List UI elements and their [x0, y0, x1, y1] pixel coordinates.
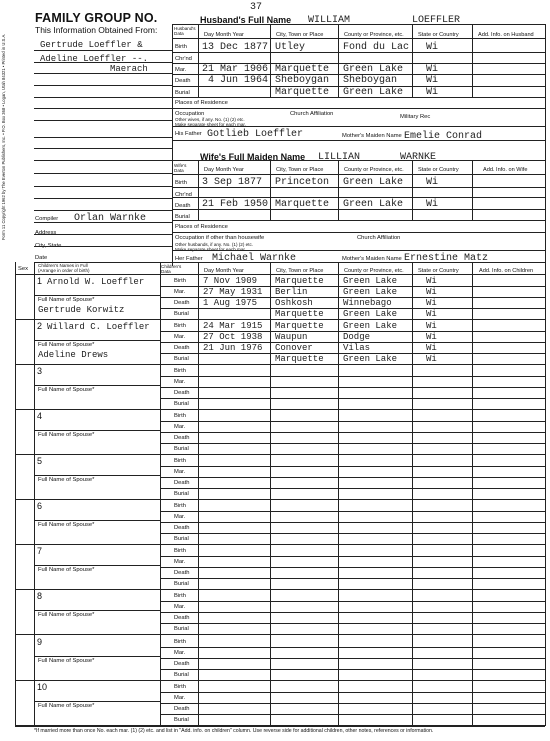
child-death-value: 21 Jun 1976: [203, 343, 263, 353]
rule-line: [34, 50, 172, 51]
spouse-label: Full Name of Spouse*: [38, 703, 95, 709]
rule-line: [172, 220, 545, 221]
child-col-dmy: Day Month Year: [204, 268, 244, 274]
wife-birth-state: Wi: [426, 177, 439, 188]
rule-line: [545, 24, 546, 726]
other-wives-label: Other wives, if any. No. (1) (2) etc.: [175, 117, 245, 122]
rule-line: [34, 701, 160, 702]
rule-line: [34, 610, 160, 611]
rule-line: [472, 24, 473, 97]
rule-line: [160, 421, 545, 422]
husbands-data-label: Husband's Data: [174, 26, 196, 36]
source-2: Adeline Loeffler --.: [40, 54, 149, 64]
city-state-label: City, State: [35, 243, 62, 249]
wife-first-name: LILLIAN: [318, 152, 361, 163]
child-burial-value: Wi: [426, 309, 437, 319]
wife-birth-county: Green Lake: [343, 177, 404, 188]
rule-line: [34, 385, 160, 386]
compiler-label: Compiler: [35, 216, 59, 222]
wife-residence-label: Places of Residence: [175, 224, 228, 230]
rule-line: [160, 443, 545, 444]
rule-line: [172, 232, 545, 233]
rule-line: [172, 63, 545, 64]
husband-mar-state: Wi: [426, 64, 439, 75]
child-name: Arnold W. Loeffler: [47, 277, 145, 287]
child-mar-label: Mar.: [174, 604, 186, 610]
rule-line: [160, 466, 545, 467]
husband-burial-place: Marquette: [275, 87, 330, 98]
her-father-label: Her Father: [175, 256, 203, 262]
child-death-label: Death: [174, 345, 190, 351]
rule-line: [160, 658, 545, 659]
child-death-label: Death: [174, 480, 190, 486]
rule-line: [160, 331, 545, 332]
wife-col-county: County or Province, etc.: [344, 167, 404, 173]
child-number: 7: [37, 546, 43, 556]
wife-col-dmy: Day Month Year: [204, 167, 244, 173]
child-death-value: Vilas: [343, 343, 371, 353]
child-burial-label: Burial: [174, 717, 189, 723]
page-number: 37: [250, 2, 263, 13]
child-number: 5: [37, 456, 43, 466]
rule-line: [172, 52, 545, 53]
rule-line: [412, 160, 413, 220]
child-col-state: State or Country: [418, 268, 459, 274]
husband-military-label: Military Rec: [400, 114, 431, 120]
rule-line: [172, 250, 545, 251]
rule-line: [34, 295, 160, 296]
rule-line: [160, 488, 545, 489]
husband-father: Gotlieb Loeffler: [207, 129, 304, 140]
child-burial-label: Burial: [174, 626, 189, 632]
rule-line: [172, 74, 545, 75]
rule-line: [160, 387, 545, 388]
footnote: *If married more than once No. each mar. (1) (2) etc. and list in "Add. info. on children" column. Use reverse side for additional children, other notes, references or information.: [34, 728, 434, 734]
rule-line: [160, 714, 545, 715]
col-state: State or Country: [418, 32, 459, 38]
rule-line: [172, 174, 545, 175]
husband-birth-state: Wi: [426, 42, 439, 53]
rule-line: [172, 86, 545, 87]
rule-line: [160, 647, 545, 648]
child-mar-value: Green Lake: [343, 287, 398, 297]
wife-chrnd-label: Chr'nd: [175, 192, 192, 198]
rule-line: [172, 160, 545, 161]
child-number: 3: [37, 366, 43, 376]
husband-mother: Emelie Conrad: [404, 131, 483, 142]
rule-line: [34, 656, 160, 657]
child-burial-value: Green Lake: [343, 354, 398, 364]
child-birth-label: Birth: [174, 548, 186, 554]
child-burial-value: Marquette: [275, 309, 324, 319]
wife-separate-sheet-label: Make separate sheet for each mar.: [175, 247, 246, 252]
rule-line: [160, 522, 545, 523]
info-from-label: This Information Obtained From:: [35, 25, 158, 35]
child-birth-value: Marquette: [275, 321, 324, 331]
rule-line: [15, 409, 545, 410]
wife-death-label: Death: [175, 203, 191, 209]
rule-line: [160, 533, 545, 534]
child-spouse-name: Adeline Drews: [38, 350, 109, 360]
child-burial-label: Burial: [174, 446, 189, 452]
child-death-value: Oshkosh: [275, 298, 313, 308]
rule-line: [472, 160, 473, 220]
spouse-label: Full Name of Spouse*: [38, 567, 95, 573]
wife-death-county: Green Lake: [343, 199, 404, 210]
rule-line: [15, 680, 545, 681]
childrens-data-label: Children's Data: [161, 264, 182, 274]
child-birth-value: Green Lake: [343, 276, 398, 286]
compiler-name: Orlan Warnke: [74, 213, 147, 224]
rule-line: [34, 198, 172, 199]
rule-line: [34, 160, 172, 161]
child-spouse-name: Gertrude Korwitz: [38, 305, 125, 315]
other-husbands-label: Other husbands, if any. No. (1) (2) etc.: [175, 242, 254, 247]
husband-chrnd-label: Chr'nd: [175, 56, 192, 62]
spouse-label: Full Name of Spouse*: [38, 658, 95, 664]
rule-line: [34, 186, 172, 187]
rule-line: [34, 210, 172, 211]
col-county: County or Province, etc.: [344, 32, 404, 38]
rule-line: [15, 262, 16, 726]
wife-birth-date: 3 Sep 1877: [202, 177, 263, 188]
rule-line: [172, 24, 545, 25]
rule-line: [160, 353, 545, 354]
child-birth-label: Birth: [174, 278, 186, 284]
child-birth-value: Wi: [426, 276, 437, 286]
child-birth-label: Birth: [174, 639, 186, 645]
child-death-label: Death: [174, 570, 190, 576]
children-header: Children's Names in Full: [38, 263, 88, 268]
spouse-label: Full Name of Spouse*: [38, 522, 95, 528]
rule-line: [160, 703, 545, 704]
rule-line: [270, 24, 271, 97]
child-burial-label: Burial: [174, 311, 189, 317]
child-mar-label: Mar.: [174, 379, 186, 385]
husband-church-label: Church Affiliation: [290, 111, 334, 117]
rule-line: [15, 499, 545, 500]
rule-line: [15, 454, 545, 455]
spouse-label: Full Name of Spouse*: [38, 477, 95, 483]
child-birth-label: Birth: [174, 323, 186, 329]
rule-line: [160, 601, 545, 602]
source-3: Maerach: [110, 64, 148, 74]
rule-line: [198, 24, 199, 97]
rule-line: [34, 120, 172, 121]
rule-line: [160, 578, 545, 579]
husband-mar-date: 21 Mar 1906: [202, 64, 269, 75]
child-mar-label: Mar.: [174, 514, 186, 520]
wife-birth-place: Princeton: [275, 177, 330, 188]
child-death-label: Death: [174, 661, 190, 667]
child-mar-value: 27 May 1931: [203, 287, 263, 297]
rule-line: [160, 342, 545, 343]
rule-line: [160, 286, 545, 287]
rule-line: [34, 520, 160, 521]
child-col-city: City, Town or Place: [276, 268, 324, 274]
child-death-value: Wi: [426, 298, 437, 308]
child-death-value: Winnebago: [343, 298, 392, 308]
child-col-addinfo: Add. Info. on Children: [479, 268, 534, 274]
her-mother-label: Mother's Maiden Name: [342, 256, 402, 262]
child-death-label: Death: [174, 390, 190, 396]
child-mar-label: Mar.: [174, 695, 186, 701]
child-death-label: Death: [174, 615, 190, 621]
husband-death-state: Wi: [426, 75, 439, 86]
rule-line: [34, 73, 172, 74]
child-mar-label: Mar.: [174, 334, 186, 340]
child-burial-value: Wi: [426, 354, 437, 364]
wife-death-date: 21 Feb 1950: [202, 199, 269, 210]
wife-death-place: Marquette: [275, 199, 330, 210]
child-death-value: 1 Aug 1975: [203, 298, 258, 308]
husband-residence-label: Places of Residence: [175, 100, 228, 106]
husband-death-date: 4 Jun 1964: [208, 75, 269, 86]
child-mar-value: Berlin: [275, 287, 308, 297]
child-birth-label: Birth: [174, 503, 186, 509]
husband-first-name: WILLIAM: [308, 15, 351, 26]
wife-name-label: Wife's Full Maiden Name: [200, 152, 306, 162]
spouse-label: Full Name of Spouse*: [38, 612, 95, 618]
child-burial-label: Burial: [174, 672, 189, 678]
rule-line: [270, 160, 271, 220]
rule-line: [160, 567, 545, 568]
child-birth-label: Birth: [174, 368, 186, 374]
child-mar-value: Dodge: [343, 332, 371, 342]
rule-line: [34, 340, 160, 341]
rule-line: [172, 126, 545, 127]
rule-line: [160, 612, 545, 613]
rule-line: [160, 692, 545, 693]
wife-col-addinfo: Add. Info. on Wife: [483, 167, 528, 173]
wife-occupation-label: Occupation if other than housewife: [175, 235, 265, 241]
wife-col-state: State or Country: [418, 167, 459, 173]
child-burial-label: Burial: [174, 536, 189, 542]
rule-line: [172, 197, 545, 198]
child-death-value: Conover: [275, 343, 313, 353]
wife-church-label: Church Affiliation: [357, 235, 401, 241]
rule-line: [15, 589, 545, 590]
source-1: Gertrude Loeffler &: [40, 40, 143, 50]
child-number: 1: [37, 276, 43, 286]
form-title: FAMILY GROUP NO.: [35, 11, 158, 25]
separate-sheet-label: Make separate sheet for each mar.: [175, 122, 246, 127]
rule-line: [198, 160, 199, 220]
wife-father: Michael Warnke: [212, 253, 297, 264]
rule-line: [15, 319, 545, 320]
child-death-label: Death: [174, 300, 190, 306]
child-number: 2: [37, 321, 43, 331]
child-name: Willard C. Loeffler: [47, 322, 150, 332]
child-death-label: Death: [174, 435, 190, 441]
rule-line: [34, 137, 172, 138]
child-burial-label: Burial: [174, 581, 189, 587]
child-birth-label: Birth: [174, 593, 186, 599]
rule-line: [34, 222, 172, 223]
child-number: 8: [37, 591, 43, 601]
child-number: 6: [37, 501, 43, 511]
rule-line: [160, 511, 545, 512]
child-number: 4: [37, 411, 43, 421]
spouse-label: Full Name of Spouse*: [38, 432, 95, 438]
rule-line: [160, 432, 545, 433]
wife-birth-label: Birth: [175, 180, 187, 186]
child-burial-label: Burial: [174, 356, 189, 362]
child-mar-value: Waupun: [275, 332, 308, 342]
children-header-2: (Arrange in order of birth): [38, 268, 90, 273]
rule-line: [338, 160, 339, 220]
wife-burial-label: Burial: [175, 214, 190, 220]
wife-death-state: Wi: [426, 199, 439, 210]
husband-death-place: Sheboygan: [275, 75, 330, 86]
husband-burial-label: Burial: [175, 90, 190, 96]
husband-mar-label: Mar.: [175, 67, 187, 73]
rule-line: [34, 475, 160, 476]
rule-line: [34, 62, 172, 63]
rule-line: [15, 544, 545, 545]
his-mother-label: Mother's Maiden Name: [342, 133, 402, 139]
rule-line: [172, 24, 173, 266]
sex-label: Sex: [18, 266, 28, 272]
husband-birth-date: 13 Dec 1877: [202, 42, 269, 53]
child-birth-value: Wi: [426, 321, 437, 331]
date-label: Date: [35, 255, 48, 261]
rule-line: [172, 108, 545, 109]
child-birth-label: Birth: [174, 413, 186, 419]
child-burial-label: Burial: [174, 491, 189, 497]
child-mar-label: Mar.: [174, 559, 186, 565]
wife-col-city: City, Town or Place: [276, 167, 324, 173]
wife-mother: Ernestine Matz: [404, 253, 489, 264]
child-birth-value: Green Lake: [343, 321, 398, 331]
child-birth-value: 7 Nov 1909: [203, 276, 258, 286]
husband-birth-place: Utley: [275, 42, 306, 53]
rule-line: [160, 669, 545, 670]
col-addinfo-husband: Add. Info. on Husband: [478, 32, 534, 38]
rule-line: [15, 364, 545, 365]
child-birth-value: 24 Mar 1915: [203, 321, 263, 331]
child-birth-value: Marquette: [275, 276, 324, 286]
rule-line: [172, 97, 545, 98]
husband-mar-county: Green Lake: [343, 64, 404, 75]
address-label: Address: [35, 230, 57, 236]
rule-line: [412, 24, 413, 97]
child-burial-value: Green Lake: [343, 309, 398, 319]
husband-last-name: LOEFFLER: [412, 15, 461, 26]
husband-burial-county: Green Lake: [343, 87, 404, 98]
spouse-label: Full Name of Spouse*: [38, 342, 95, 348]
husband-death-label: Death: [175, 78, 191, 84]
child-col-county: County or Province, etc.: [344, 268, 404, 274]
child-number: 9: [37, 637, 43, 647]
rule-line: [34, 97, 172, 98]
spouse-label: Full Name of Spouse*: [38, 297, 95, 303]
child-mar-label: Mar.: [174, 469, 186, 475]
rule-line: [160, 623, 545, 624]
husband-death-county: Sheboygan: [343, 75, 398, 86]
rule-line: [172, 209, 545, 210]
rule-line: [160, 376, 545, 377]
rule-line: [160, 308, 545, 309]
child-mar-label: Mar.: [174, 650, 186, 656]
child-birth-label: Birth: [174, 458, 186, 464]
child-burial-label: Burial: [174, 401, 189, 407]
rule-line: [34, 246, 172, 247]
child-number: 10: [37, 682, 48, 692]
child-death-value: Wi: [426, 343, 437, 353]
rule-line: [15, 274, 545, 275]
col-city: City, Town or Place: [276, 32, 324, 38]
rule-line: [160, 477, 545, 478]
rule-line: [172, 187, 545, 188]
rule-line: [34, 262, 545, 263]
wifes-data-label: Wife's Data: [174, 163, 187, 173]
husband-birth-label: Birth: [175, 44, 187, 50]
child-mar-label: Mar.: [174, 424, 186, 430]
rule-line: [338, 24, 339, 97]
rule-line: [34, 234, 172, 235]
rule-line: [172, 140, 545, 141]
child-mar-label: Mar.: [174, 289, 186, 295]
child-mar-value: Wi: [426, 332, 437, 342]
spouse-label: Full Name of Spouse*: [38, 387, 95, 393]
wife-last-name: WARNKE: [400, 152, 437, 163]
rule-line: [15, 634, 545, 635]
child-burial-value: Marquette: [275, 354, 324, 364]
rule-line: [160, 398, 545, 399]
child-birth-label: Birth: [174, 684, 186, 690]
his-father-label: His Father: [175, 131, 202, 137]
rule-line: [34, 430, 160, 431]
rule-line: [34, 108, 172, 109]
child-death-label: Death: [174, 525, 190, 531]
child-death-label: Death: [174, 706, 190, 712]
col-day-month-year: Day Month Year: [204, 32, 244, 38]
husband-mar-place: Marquette: [275, 64, 330, 75]
rule-line: [34, 148, 172, 149]
rule-line: [172, 38, 545, 39]
husband-occupation-label: Occupation: [175, 111, 205, 117]
rule-line: [160, 297, 545, 298]
husband-burial-state: Wi: [426, 87, 439, 98]
rule-line: [34, 565, 160, 566]
rule-line: [15, 726, 545, 727]
child-mar-value: 27 Oct 1938: [203, 332, 263, 342]
child-mar-value: Wi: [426, 287, 437, 297]
rule-line: [34, 85, 172, 86]
husband-birth-county: Fond du Lac: [343, 42, 410, 53]
husband-name-label: Husband's Full Name: [200, 15, 292, 25]
rule-line: [15, 725, 545, 726]
publisher-note: Form 11 Copyright 1962 by The Everton Publishers, Inc. • P.O. Box 368 • Logan, Utah 84321 • Printed in U.S.A.: [1, 33, 6, 240]
rule-line: [34, 173, 172, 174]
rule-line: [160, 556, 545, 557]
